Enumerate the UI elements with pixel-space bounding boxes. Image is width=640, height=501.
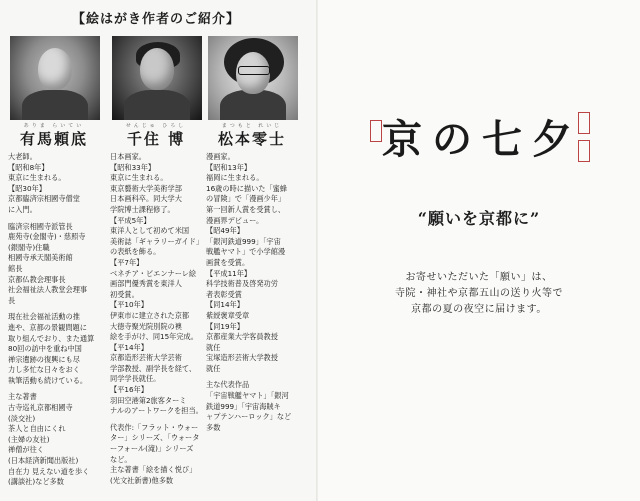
author-column-matsumoto <box>206 36 298 433</box>
bio-line: 日本画家。 <box>110 152 146 161</box>
bio-line: 日本画科卒。同大学大 <box>110 194 182 204</box>
bio-line: 館長 <box>8 263 23 273</box>
bio-line: 就任 <box>206 342 221 352</box>
author-portrait <box>112 36 202 120</box>
bio-line: 【昭和33年】 <box>110 162 156 172</box>
bio-line: 禅宗遺跡の復興にも尽 <box>8 354 80 364</box>
author-column-senju <box>110 36 202 486</box>
author-column-ariyoshi <box>8 36 100 488</box>
bio-line: ベネチア・ビエンナーレ絵 <box>110 268 197 278</box>
bio-line: 美術誌「ギャラリーガイド」 <box>110 236 204 246</box>
bio-line: 主な代表作品 <box>206 380 250 390</box>
bio-line: 【平14年】 <box>110 342 148 352</box>
bio-line: 初受賞。 <box>110 289 139 299</box>
bio-line: 漫画家。 <box>206 152 235 161</box>
bio-line: など。 <box>110 454 132 464</box>
right-page <box>318 0 640 501</box>
bio-line: 【昭49年】 <box>206 226 244 236</box>
bio-line: 紫綬褒章受章 <box>206 310 250 320</box>
bio-line: 【昭和8年】 <box>8 162 49 172</box>
bio-line: 京都産業大学客員教授 <box>206 332 278 342</box>
bio-line: 鉄道999」「宇宙海賊キ <box>206 401 281 411</box>
bio-line: 長 <box>8 295 16 305</box>
author-bio <box>110 152 202 486</box>
bio-line: 同学学長就任。 <box>110 374 161 384</box>
bio-line: 代表作:「フラット・ウォー <box>110 422 199 432</box>
bio-line: 取り組んでおり、また通算 <box>8 333 95 343</box>
bio-line: 就任 <box>206 363 221 373</box>
bio-line: (日本経済新聞出版社) <box>8 456 79 466</box>
bio-line: 伊東市に建立された京都 <box>110 310 190 320</box>
subtitle: “願いを京都に” <box>417 209 541 228</box>
bio-line: 【平成5年】 <box>110 215 151 225</box>
bio-line: 【平成11年】 <box>206 268 252 278</box>
bio-line: 学院博士課程修了。 <box>110 204 175 214</box>
bio-line: 自在力 見えない道を歩く <box>8 466 90 476</box>
message-line: お寄せいただいた「願い」は、 <box>405 272 553 283</box>
message-line: 寺院・神社や京都五山の送り火等で <box>395 288 563 299</box>
author-ruby: ありま らいてい <box>23 123 85 129</box>
bio-line: ナルのアートワークを担当。 <box>110 406 203 416</box>
bio-line: 羽田空港第2旅客ターミ <box>110 395 187 405</box>
author-name-block <box>206 123 298 148</box>
author-ruby: せんじゅ ひろし <box>125 123 187 129</box>
bio-line: ター」シリーズ、「ウォータ <box>110 433 200 443</box>
bio-line: 「銀河鉄道999」「宇宙 <box>206 236 281 246</box>
bio-line: 【平7年】 <box>110 257 144 267</box>
title-block <box>370 110 590 170</box>
bio-line: 執筆活動も続けている。 <box>8 375 88 385</box>
bio-line: (淡交社) <box>8 413 36 423</box>
bio-line: ャプテンハーロック」など <box>206 412 292 422</box>
bio-line: 第一回新人賞を受賞し、 <box>206 204 286 214</box>
author-portrait <box>208 36 298 120</box>
bio-line: (光文社新書)他多数 <box>110 475 174 485</box>
bio-line: 東洋人として初めて米国 <box>110 226 190 236</box>
author-ruby: まつもと れいじ <box>221 123 283 129</box>
bio-line: 80回の訪中を重ね中国 <box>8 344 82 354</box>
author-name: 千住 博 <box>126 130 186 148</box>
bio-line: 16歳の時に描いた「蜜蜂 <box>206 183 288 193</box>
bio-line: 【昭和13年】 <box>206 162 252 172</box>
bio-line: 大徳寺聚光院別院の襖 <box>110 321 182 331</box>
bio-line: 主な著書「絵を描く悦び」 <box>110 465 197 475</box>
author-name-block <box>8 123 100 148</box>
red-seal-stamp <box>370 120 382 142</box>
author-name-block <box>110 123 202 148</box>
bio-line: 相國寺承天閣美術館 <box>8 253 73 263</box>
bio-line: 者表彰受賞 <box>206 289 242 299</box>
bio-line: 【同14年】 <box>206 300 244 310</box>
bio-line: 戦艦ヤマト」で小学館漫 <box>206 247 286 257</box>
bio-line: 東京に生まれる。 <box>110 173 168 183</box>
bio-line: 古寺巡礼京都相國寺 <box>8 403 73 413</box>
bio-line: 禅僧が往く <box>8 445 44 455</box>
author-name: 有馬頼底 <box>19 130 88 148</box>
bio-line: (銀閣寺)住職 <box>8 242 50 252</box>
bio-line: 現在社会福祉活動の推 <box>8 312 80 322</box>
bio-line: 画部門優秀賞を東洋人 <box>110 279 182 289</box>
message-line: 京都の夏の夜空に届けます。 <box>411 304 547 315</box>
bio-line: 社会福祉法人教堂会理事 <box>8 285 88 295</box>
bio-line: 大老師。 <box>8 152 37 161</box>
bio-line: 臨済宗相國寺派管長 <box>8 221 73 231</box>
bio-line: 京都造形芸術大学芸術 <box>110 353 182 363</box>
bio-line: の表紙を飾る。 <box>110 247 161 257</box>
section-heading: 【絵はがき作者のご紹介】 <box>71 12 240 27</box>
bio-line: 京都臨済宗相國寺僧堂 <box>8 194 80 204</box>
page-title: 京の七夕 <box>382 116 582 163</box>
bio-line: 【平16年】 <box>110 385 148 395</box>
red-seal-stamp <box>578 140 590 162</box>
left-page <box>0 0 318 501</box>
bio-line: 京都仏教会理事長 <box>8 274 66 284</box>
bio-line: (主婦の友社) <box>8 434 50 444</box>
message-block <box>318 270 640 318</box>
author-portrait <box>10 36 100 120</box>
bio-line: (講談社)など多数 <box>8 477 64 487</box>
bio-line: 「宇宙戦艦ヤマト」「銀河 <box>206 391 289 401</box>
bio-line: 進や、京都の景観問題に <box>8 322 87 332</box>
bio-line: 力し多忙な日々をおく <box>8 365 80 375</box>
red-seal-stamp <box>578 112 590 134</box>
bio-line: の冒険」で「漫画少年」 <box>206 194 286 204</box>
bio-line: 画賞を受賞。 <box>206 257 250 267</box>
author-bio <box>8 152 100 488</box>
bio-line: 科学技術普及啓発功労 <box>206 279 278 289</box>
bio-line: 福岡に生まれる。 <box>206 173 264 183</box>
author-bio <box>206 152 298 433</box>
bio-line: 漫画界デビュー。 <box>206 215 264 225</box>
bio-line: 絵を手がけ、同15年完成。 <box>110 332 198 342</box>
bio-line: 東京藝術大学美術学部 <box>110 183 182 193</box>
bio-line: に入門。 <box>8 204 37 214</box>
bio-line: 【同19年】 <box>206 321 244 331</box>
bio-line: 多数 <box>206 422 221 432</box>
bio-line: 主な著書 <box>8 392 37 402</box>
bio-line: 【平10年】 <box>110 300 148 310</box>
bio-line: 鹿苑寺(金閣寺)・慈照寺 <box>8 232 86 242</box>
bio-line: ーフォール(滝)」シリーズ <box>110 444 194 454</box>
bio-line: 【昭30年】 <box>8 183 46 193</box>
bio-line: 学部教授、副学長を経て、 <box>110 363 197 373</box>
bio-line: 宝塚造形芸術大学教授 <box>206 353 278 363</box>
bio-line: 茶人と自由にくれ <box>8 424 66 434</box>
author-name: 松本零士 <box>217 130 286 148</box>
bio-line: 東京に生まれる。 <box>8 173 66 183</box>
